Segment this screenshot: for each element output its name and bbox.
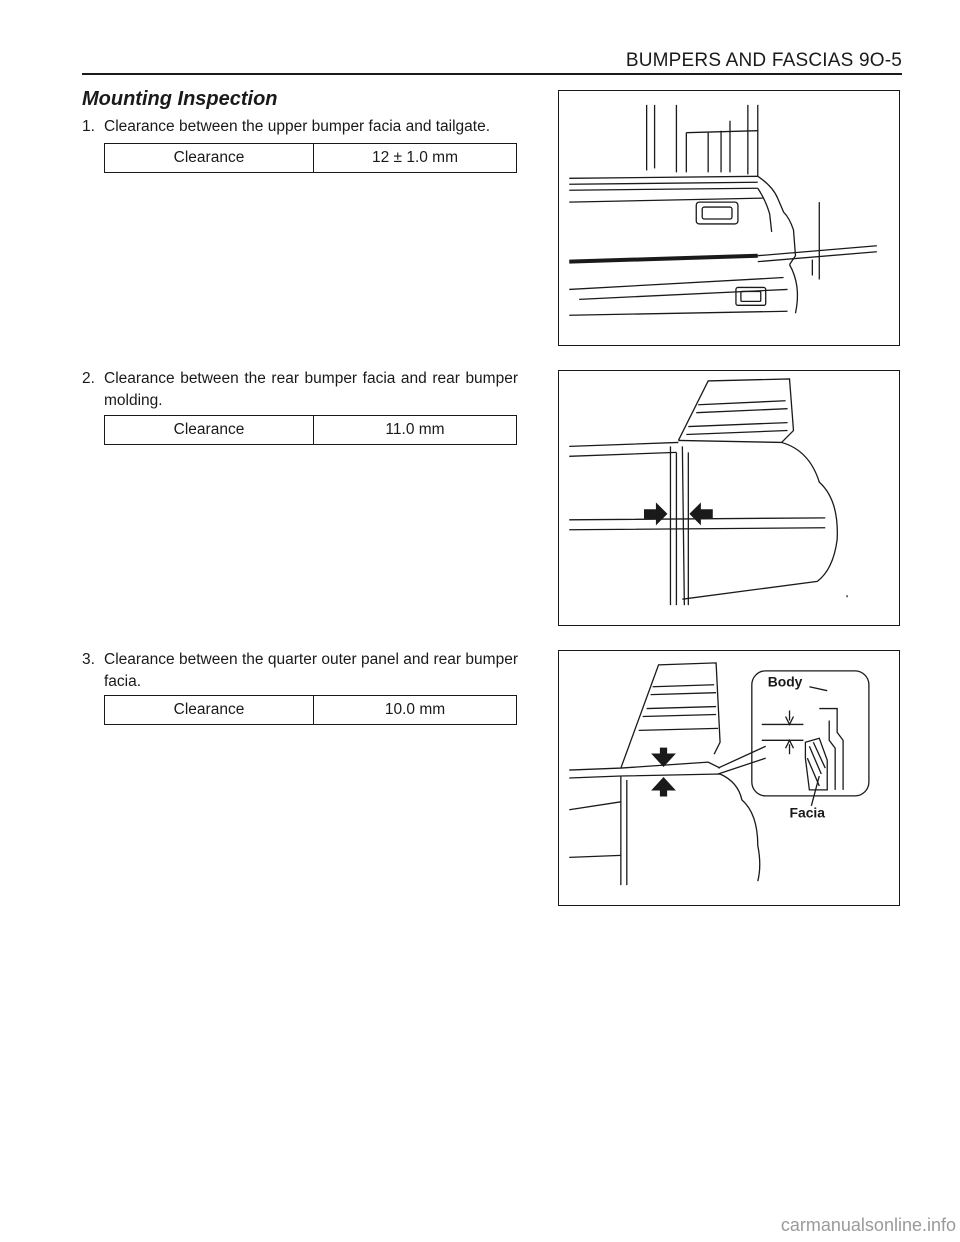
clearance-label: Clearance [105,416,314,444]
figure-tailgate-clearance [558,90,900,346]
clearance-value: 12 ± 1.0 mm [371,149,459,166]
step-1 [82,116,518,138]
section-heading: Mounting Inspection [82,88,278,110]
bumper-molding-clearance-illustration [559,371,899,625]
page-header-title: BUMPERS AND FASCIAS 9O-5 [625,50,902,71]
facia-callout-label: Facia [789,804,826,821]
body-callout-label: Body [767,673,803,690]
step-2 [82,368,518,412]
step-number: 1. [82,118,95,135]
step-number: 2. [82,370,95,387]
tailgate-bumper-clearance-illustration [559,91,899,345]
clearance-table-2 [104,415,517,445]
figure-molding-clearance [558,370,900,626]
source-watermark: carmanualsonline.info [780,1215,956,1235]
step-text: Clearance between the upper bumper facia and tailgate. [104,118,491,135]
figure-quarter-panel-clearance [558,650,900,906]
clearance-value: 10.0 mm [384,701,446,718]
step-number: 3. [82,651,95,668]
step-text: Clearance between the rear bumper facia and rear bumper molding. [104,370,518,409]
clearance-value: 11.0 mm [385,421,445,438]
step-3 [82,649,518,693]
header-divider [82,73,902,75]
clearance-label: Clearance [105,696,314,724]
clearance-table-1 [104,143,517,173]
clearance-label: Clearance [105,144,314,172]
step-text: Clearance between the quarter outer panel and rear bumper facia. [104,651,518,690]
clearance-table-3 [104,695,517,725]
quarter-panel-clearance-illustration [559,651,899,905]
